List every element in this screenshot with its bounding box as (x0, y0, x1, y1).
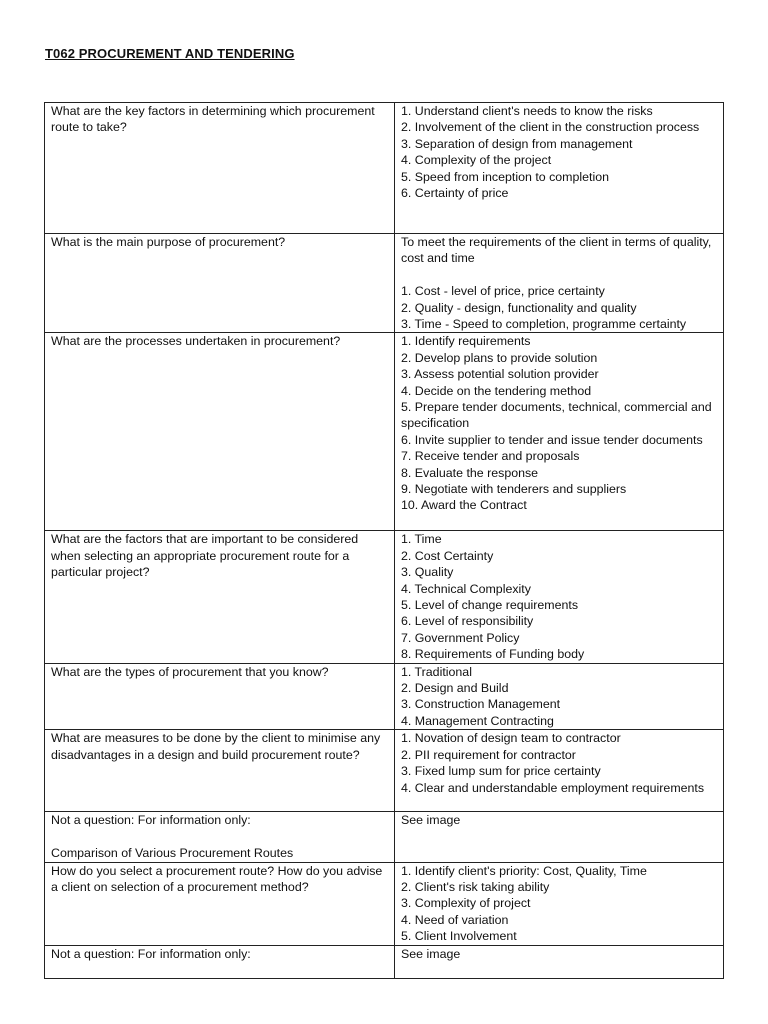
answer-line: 7. Government Policy (401, 630, 520, 645)
question-text: What are the processes undertaken in procurement? (51, 334, 341, 349)
question-text: How do you select a procurement route? How do you advise a client on selection of a procurement method? (51, 863, 383, 894)
answer-line: 1. Cost - level of price, price certainty (401, 284, 605, 299)
answer-line: 1. Identify client's priority: Cost, Quality, Time (401, 863, 647, 878)
question-text: Comparison of Various Procurement Routes (51, 846, 294, 861)
question-cell (45, 730, 395, 812)
question-cell (45, 663, 395, 730)
answer-cell (395, 862, 724, 945)
answer-cell (395, 945, 724, 978)
answer-line: 7. Receive tender and proposals (401, 449, 580, 464)
answer-line: See image (401, 813, 461, 828)
answer-line: 2. Cost Certainty (401, 548, 494, 563)
answer-line: 6. Invite supplier to tender and issue tender documents (401, 432, 703, 447)
question-text (51, 829, 390, 845)
answer-line: 5. Level of change requirements (401, 598, 579, 613)
qa-table (44, 102, 724, 979)
answer-cell (395, 531, 724, 663)
answer-cell (395, 812, 724, 862)
answer-line: 10. Award the Contract (401, 498, 527, 513)
answer-line: 1. Understand client's needs to know the risks (401, 104, 653, 118)
answer-cell (395, 103, 724, 234)
answer-line: 9. Negotiate with tenderers and suppliers (401, 482, 627, 497)
question-text: Not a question: For information only: (51, 813, 251, 828)
answer-line: 2. Develop plans to provide solution (401, 350, 598, 365)
table-row (45, 812, 724, 862)
answer-line: 2. PII requirement for contractor (401, 747, 576, 762)
answer-line: 4. Management Contracting (401, 713, 554, 728)
table-row (45, 103, 724, 234)
answer-line: 4. Need of variation (401, 912, 509, 927)
answer-cell (395, 333, 724, 531)
question-cell (45, 812, 395, 862)
answer-line: 4. Decide on the tendering method (401, 383, 592, 398)
question-cell (45, 103, 395, 234)
answer-line: 3. Separation of design from management (401, 136, 633, 151)
answer-line: 2. Involvement of the client in the construction process (401, 120, 700, 135)
question-text: What are measures to be done by the client to minimise any disadvantages in a design and build procurement route? (51, 731, 381, 762)
question-cell (45, 333, 395, 531)
answer-line: 4. Clear and understandable employment requirements (401, 780, 705, 795)
answer-line: 4. Technical Complexity (401, 581, 531, 596)
answer-line: 5. Prepare tender documents, technical, commercial and specification (401, 400, 712, 431)
question-cell (45, 234, 395, 333)
table-row (45, 234, 724, 333)
answer-line: 5. Speed from inception to completion (401, 169, 610, 184)
answer-line: 2. Client's risk taking ability (401, 879, 550, 894)
question-text: What are the types of procurement that you know? (51, 664, 329, 679)
answer-line: 6. Certainty of price (401, 186, 509, 201)
answer-cell (395, 234, 724, 333)
answer-line: 2. Quality - design, functionality and quality (401, 300, 637, 315)
answer-line: 3. Quality (401, 565, 454, 580)
answer-line: 3. Complexity of project (401, 896, 531, 911)
qa-table-body (45, 103, 724, 979)
answer-line: 1. Identify requirements (401, 334, 531, 349)
answer-line: To meet the requirements of the client in terms of quality, cost and time (401, 235, 712, 266)
table-row (45, 945, 724, 978)
answer-line (401, 267, 719, 283)
table-row (45, 663, 724, 730)
answer-line: 1. Traditional (401, 664, 472, 679)
table-row (45, 730, 724, 812)
answer-line: 2. Design and Build (401, 681, 509, 696)
answer-line: 3. Time - Speed to completion, programme certainty (401, 317, 687, 332)
question-text: What are the factors that are important to be considered when selecting an appropriate procurement route for a particular project? (51, 532, 359, 580)
document-title: T062 PROCUREMENT AND TENDERING (45, 46, 295, 61)
answer-cell (395, 730, 724, 812)
question-cell (45, 862, 395, 945)
answer-line: See image (401, 946, 461, 961)
answer-line: 3. Fixed lump sum for price certainty (401, 764, 601, 779)
answer-line: 8. Requirements of Funding body (401, 647, 585, 662)
question-cell (45, 945, 395, 978)
question-text: Not a question: For information only: (51, 946, 251, 961)
table-row (45, 531, 724, 663)
answer-line: 6. Level of responsibility (401, 614, 534, 629)
table-row (45, 333, 724, 531)
question-text: What is the main purpose of procurement? (51, 235, 286, 249)
answer-cell (395, 663, 724, 730)
answer-line: 1. Time (401, 532, 442, 547)
table-row (45, 862, 724, 945)
question-text: What are the key factors in determining which procurement route to take? (51, 104, 375, 135)
question-cell (45, 531, 395, 663)
answer-line: 3. Assess potential solution provider (401, 367, 599, 382)
answer-line: 1. Novation of design team to contractor (401, 731, 621, 746)
answer-line: 4. Complexity of the project (401, 153, 552, 168)
answer-line: 3. Construction Management (401, 697, 561, 712)
answer-line: 5. Client Involvement (401, 929, 517, 944)
answer-line: 8. Evaluate the response (401, 465, 539, 480)
